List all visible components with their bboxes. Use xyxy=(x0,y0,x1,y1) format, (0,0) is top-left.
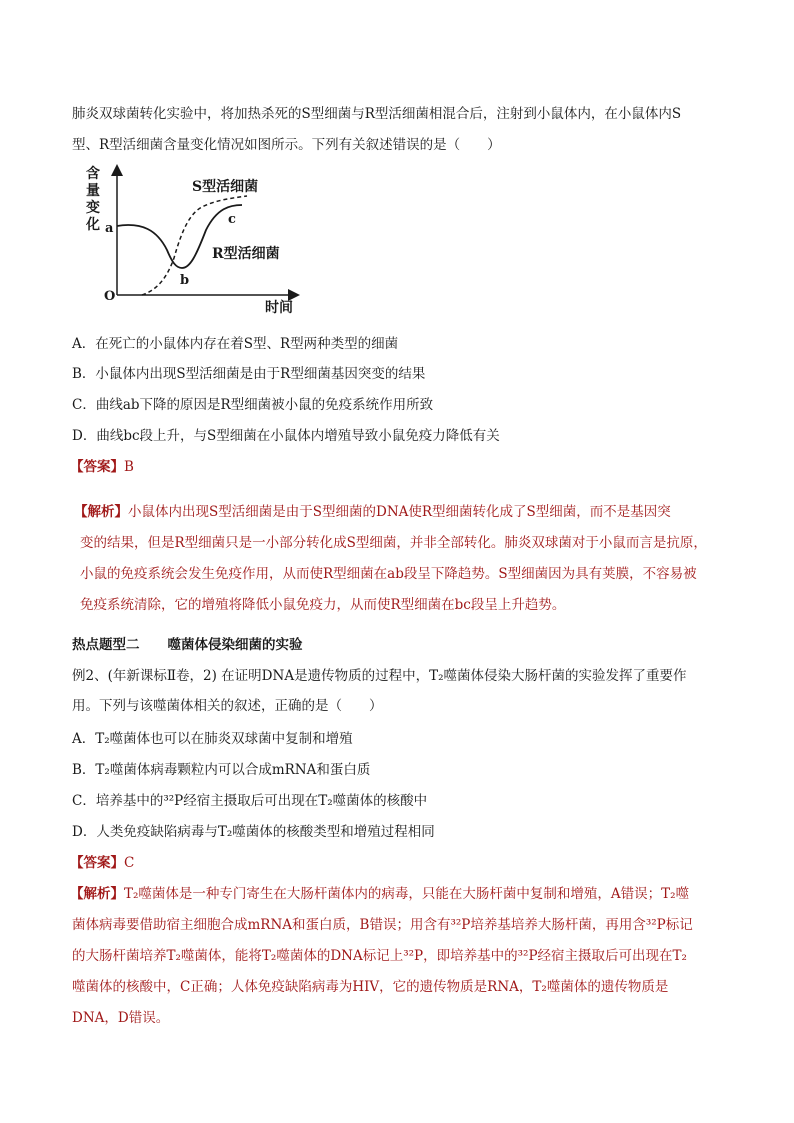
q1-analysis-line-1: 【解析】小鼠体内出现S型活细菌是由于S型细菌的DNA使R型细菌转化成了S型细菌，而不是基因突 xyxy=(74,504,671,520)
q1-stem-line-2: 型、R型活细菌含量变化情况如图所示。下列有关叙述错误的是（ ） xyxy=(72,137,501,153)
q1-analysis-tag: 【解析】 xyxy=(74,504,128,520)
q2-answer-value: C xyxy=(124,855,135,871)
q2-option-b: B．T₂噬菌体病毒颗粒内可以合成mRNA和蛋白质 xyxy=(72,762,371,778)
section-label: 热点题型二 xyxy=(72,637,140,653)
q2-analysis-line-5: DNA，D错误。 xyxy=(72,1010,170,1026)
q2-analysis-line-2: 菌体病毒要借助宿主细胞合成mRNA和蛋白质，B错误；用含有³²P培养基培养大肠杆菌，再用含³²P标记 xyxy=(72,917,693,933)
q2-analysis-line-1: 【解析】T₂噬菌体是一种专门寄生在大肠杆菌体内的病毒，只能在大肠杆菌中复制和增殖，A错误；T₂噬 xyxy=(70,886,690,902)
q1-stem-line-1: 肺炎双球菌转化实验中，将加热杀死的S型细菌与R型活细菌相混合后，注射到小鼠体内，在小鼠体内S xyxy=(72,106,682,122)
x-axis-label: 时间 xyxy=(265,300,293,315)
y-axis-label: 含 量 变 化 xyxy=(86,166,100,233)
origin-label: O xyxy=(104,289,116,304)
q2-stem-line-1: 例2、(年新课标Ⅱ卷，2) 在证明DNA是遗传物质的过程中，T₂噬菌体侵染大肠杆菌的实验发挥了重要作 xyxy=(72,668,687,684)
q1-analysis-line-2: 变的结果，但是R型细菌只是一小部分转化成S型细菌，并非全部转化。肺炎双球菌对于小鼠而言是抗原， xyxy=(80,535,707,551)
q2-analysis-line-4: 噬菌体的核酸中，C正确；人体免疫缺陷病毒为HIV，它的遗传物质是RNA，T₂噬菌体的遗传物质是 xyxy=(72,979,669,995)
series-label-r: R型活细菌 xyxy=(212,246,280,262)
point-label-c: c xyxy=(228,212,236,227)
content-change-chart xyxy=(72,160,312,315)
q2-option-d: D．人类免疫缺陷病毒与T₂噬菌体的核酸类型和增殖过程相同 xyxy=(72,824,435,840)
q1-option-a: A．在死亡的小鼠体内存在着S型、R型两种类型的细菌 xyxy=(72,336,399,352)
q1-answer-value: B xyxy=(124,459,134,475)
q1-analysis-line-4: 免疫系统清除，它的增殖将降低小鼠免疫力，从而使R型细菌在bc段呈上升趋势。 xyxy=(80,597,566,613)
q2-answer xyxy=(70,851,134,871)
q1-answer xyxy=(70,455,134,475)
point-label-a: a xyxy=(105,221,114,236)
q2-analysis-line-3: 的大肠杆菌培养T₂噬菌体，能将T₂噬菌体的DNA标记上³²P，即培养基中的³²P经宿主摄取后可出现在T₂ xyxy=(72,948,687,964)
q2-stem-line-2: 用。下列与该噬菌体相关的叙述，正确的是（ ） xyxy=(72,698,383,714)
q1-analysis-line-3: 小鼠的免疫系统会发生免疫作用，从而使R型细菌在ab段呈下降趋势。S型细菌因为具有荚膜，不容易被 xyxy=(80,566,697,582)
q1-option-c: C．曲线ab下降的原因是R型细菌被小鼠的免疫系统作用所致 xyxy=(72,397,434,413)
q2-option-c: C．培养基中的³²P经宿主摄取后可出现在T₂噬菌体的核酸中 xyxy=(72,793,428,809)
q1-option-d: D．曲线bc段上升，与S型细菌在小鼠体内增殖导致小鼠免疫力降低有关 xyxy=(72,428,500,444)
q1-option-b: B．小鼠体内出现S型活细菌是由于R型细菌基因突变的结果 xyxy=(72,366,426,382)
q2-analysis-tag: 【解析】 xyxy=(70,886,124,902)
q2-answer-tag: 【答案】 xyxy=(70,855,124,871)
q1-answer-tag: 【答案】 xyxy=(70,459,124,475)
section-title: 噬菌体侵染细菌的实验 xyxy=(167,637,303,653)
q2-option-a: A．T₂噬菌体也可以在肺炎双球菌中复制和增殖 xyxy=(72,731,353,747)
series-label-s: S型活细菌 xyxy=(192,179,259,195)
section-heading xyxy=(72,633,303,653)
point-label-b: b xyxy=(180,273,190,288)
